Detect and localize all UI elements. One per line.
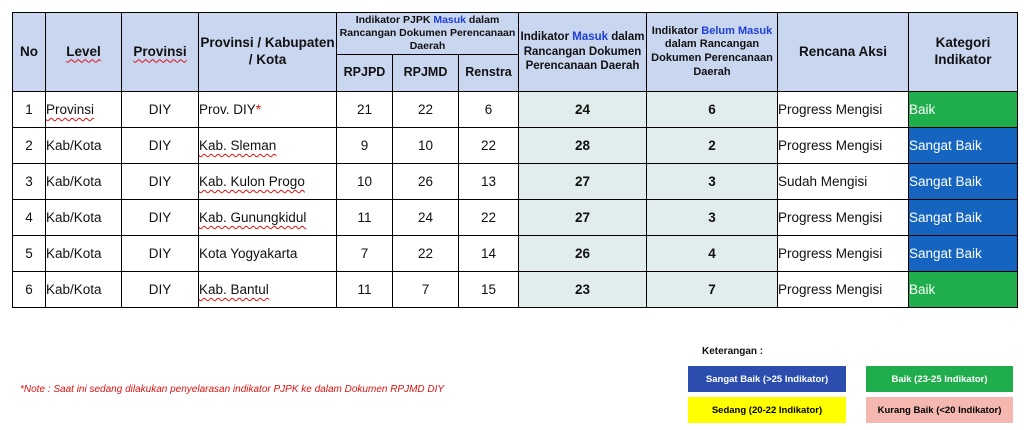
table-row [13, 92, 1018, 128]
cell-level: Kab/Kota [46, 236, 122, 272]
indicator-table [12, 12, 1018, 308]
cell-rpjpd: 10 [337, 164, 393, 200]
cell-belum: 7 [647, 272, 778, 308]
cell-rpjmd: 7 [393, 272, 459, 308]
cell-renstra: 22 [459, 200, 519, 236]
cell-rencana: Sudah Mengisi [778, 164, 909, 200]
cell-rpjpd: 11 [337, 272, 393, 308]
cell-rpjmd: 10 [393, 128, 459, 164]
cell-masuk: 28 [519, 128, 647, 164]
table-row [13, 200, 1018, 236]
header-rpjpd: RPJPD [337, 55, 393, 92]
cell-no: 4 [13, 200, 46, 236]
cell-level: Kab/Kota [46, 272, 122, 308]
cell-rpjpd: 9 [337, 128, 393, 164]
header-belum: Indikator Belum Masuk dalam Rancangan Dokumen Perencanaan Daerah [647, 13, 778, 92]
header-provinsi: Provinsi [122, 13, 199, 92]
cell-no: 2 [13, 128, 46, 164]
cell-belum: 3 [647, 200, 778, 236]
cell-kabupaten: Kab. Bantul [199, 272, 337, 308]
cell-kategori: Sangat Baik [909, 128, 1018, 164]
cell-renstra: 15 [459, 272, 519, 308]
cell-rpjmd: 24 [393, 200, 459, 236]
cell-provinsi: DIY [122, 236, 199, 272]
header-kabupaten: Provinsi / Kabupaten / Kota [199, 13, 337, 92]
cell-renstra: 6 [459, 92, 519, 128]
cell-kabupaten: Kab. Kulon Progo [199, 164, 337, 200]
cell-level: Kab/Kota [46, 164, 122, 200]
header-pjpk: Indikator PJPK Masuk dalam Rancangan Dokumen Perencanaan Daerah [337, 13, 519, 55]
table-row [13, 272, 1018, 308]
cell-rpjmd: 26 [393, 164, 459, 200]
legend-sedang: Sedang (20-22 Indikator) [688, 397, 846, 423]
cell-kategori: Baik [909, 92, 1018, 128]
cell-no: 3 [13, 164, 46, 200]
cell-kabupaten: Kota Yogyakarta [199, 236, 337, 272]
legend-kurang-baik: Kurang Baik (<20 Indikator) [866, 397, 1013, 423]
cell-kabupaten: Kab. Sleman [199, 128, 337, 164]
cell-level: Kab/Kota [46, 200, 122, 236]
cell-level: Kab/Kota [46, 128, 122, 164]
asterisk: * [255, 102, 262, 117]
cell-no: 6 [13, 272, 46, 308]
header-level: Level [46, 13, 122, 92]
table-row [13, 128, 1018, 164]
cell-no: 5 [13, 236, 46, 272]
cell-masuk: 23 [519, 272, 647, 308]
footnote: *Note : Saat ini sedang dilakukan penyelarasan indikator PJPK ke dalam Dokumen RPJMD DIY [20, 384, 445, 395]
cell-provinsi: DIY [122, 164, 199, 200]
cell-belum: 4 [647, 236, 778, 272]
table-row [13, 164, 1018, 200]
cell-kategori: Sangat Baik [909, 236, 1018, 272]
cell-masuk: 27 [519, 164, 647, 200]
cell-provinsi: DIY [122, 272, 199, 308]
cell-kabupaten: Kab. Gunungkidul [199, 200, 337, 236]
cell-renstra: 22 [459, 128, 519, 164]
cell-provinsi: DIY [122, 92, 199, 128]
cell-level: Provinsi [46, 92, 122, 128]
header-rpjmd: RPJMD [393, 55, 459, 92]
cell-rencana: Progress Mengisi [778, 272, 909, 308]
cell-rencana: Progress Mengisi [778, 200, 909, 236]
cell-rencana: Progress Mengisi [778, 128, 909, 164]
cell-rencana: Progress Mengisi [778, 236, 909, 272]
header-no: No [13, 13, 46, 92]
cell-rpjpd: 7 [337, 236, 393, 272]
cell-rpjmd: 22 [393, 236, 459, 272]
cell-belum: 6 [647, 92, 778, 128]
cell-kategori: Sangat Baik [909, 200, 1018, 236]
cell-kategori: Baik [909, 272, 1018, 308]
header-rencana: Rencana Aksi [778, 13, 909, 92]
cell-rpjpd: 11 [337, 200, 393, 236]
legend-sangat-baik: Sangat Baik (>25 Indikator) [688, 366, 846, 392]
cell-provinsi: DIY [122, 128, 199, 164]
cell-kabupaten: Prov. DIY* [199, 92, 337, 128]
cell-provinsi: DIY [122, 200, 199, 236]
header-renstra: Renstra [459, 55, 519, 92]
cell-renstra: 14 [459, 236, 519, 272]
cell-rpjpd: 21 [337, 92, 393, 128]
cell-kategori: Sangat Baik [909, 164, 1018, 200]
cell-belum: 3 [647, 164, 778, 200]
cell-renstra: 13 [459, 164, 519, 200]
cell-rencana: Progress Mengisi [778, 92, 909, 128]
cell-belum: 2 [647, 128, 778, 164]
cell-rpjmd: 22 [393, 92, 459, 128]
legend-baik: Baik (23-25 Indikator) [866, 366, 1013, 392]
header-kategori: Kategori Indikator [909, 13, 1018, 92]
table-row [13, 236, 1018, 272]
header-masuk: Indikator Masuk dalam Rancangan Dokumen Perencanaan Daerah [519, 13, 647, 92]
cell-masuk: 26 [519, 236, 647, 272]
cell-masuk: 27 [519, 200, 647, 236]
cell-masuk: 24 [519, 92, 647, 128]
legend-title: Keterangan : [702, 346, 764, 357]
cell-no: 1 [13, 92, 46, 128]
